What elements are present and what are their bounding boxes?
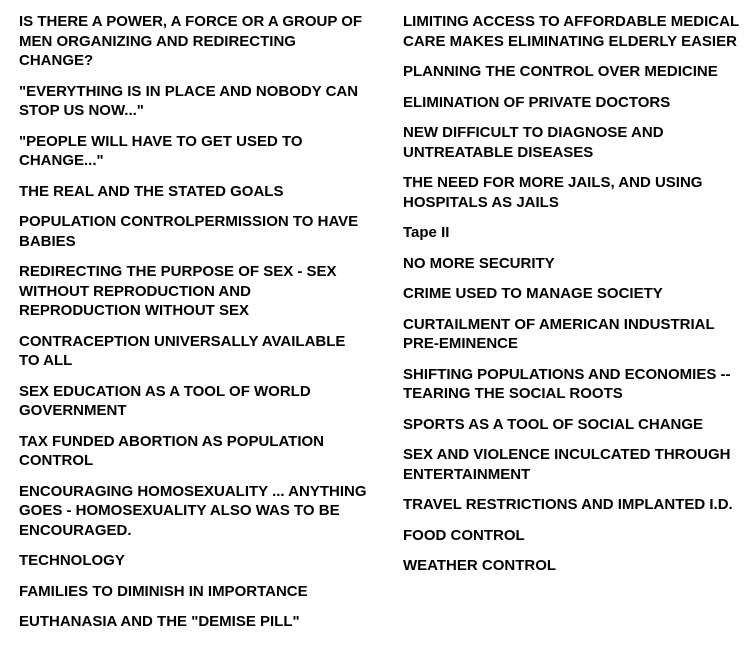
- left-item-6: REDIRECTING THE PURPOSE OF SEX - SEX WITHOUT REPRODUCTION AND REPRODUCTION WITHOUT SEX: [19, 263, 337, 319]
- left-item-3: "PEOPLE WILL HAVE TO GET USED TO CHANGE...": [19, 132, 303, 169]
- right-item-6: Tape II: [403, 224, 450, 241]
- left-item-13: EUTHANASIA AND THE "DEMISE PILL": [19, 613, 300, 630]
- right-item-3: ELIMINATION OF PRIVATE DOCTORS: [403, 93, 671, 111]
- right-item-2: PLANNING THE CONTROL OVER MEDICINE: [403, 63, 718, 80]
- right-item-15: WEATHER CONTROL: [403, 557, 557, 574]
- right-item-4: NEW DIFFICULT TO DIAGNOSE AND UNTREATABLE DISEASES: [403, 124, 664, 161]
- right-item-10: SHIFTING POPULATIONS AND ECONOMIES -- TEARING THE SOCIAL ROOTS: [403, 365, 731, 402]
- right-item-1: LIMITING ACCESS TO AFFORDABLE MEDICAL CARE MAKES ELIMINATING ELDERLY EASIER: [403, 13, 739, 50]
- left-item-11: TECHNOLOGY: [19, 552, 125, 569]
- right-column: [384, 0, 752, 662]
- right-item-8: CRIME USED TO MANAGE SOCIETY: [403, 285, 663, 302]
- left-item-8: SEX EDUCATION AS A TOOL OF WORLD GOVERNMENT: [19, 382, 311, 419]
- left-item-12: FAMILIES TO DIMINISH IN IMPORTANCE: [19, 582, 308, 600]
- right-item-14: FOOD CONTROL: [403, 526, 525, 544]
- left-item-5: POPULATION CONTROLPERMISSION TO HAVE BABIES: [19, 213, 359, 250]
- right-item-11: SPORTS AS A TOOL OF SOCIAL CHANGE: [403, 415, 704, 433]
- left-item-4: THE REAL AND THE STATED GOALS: [19, 182, 284, 200]
- left-item-9: TAX FUNDED ABORTION AS POPULATION CONTROL: [19, 432, 324, 469]
- right-item-7: NO MORE SECURITY: [403, 254, 555, 272]
- left-item-1: IS THERE A POWER, A FORCE OR A GROUP OF MEN ORGANIZING AND REDIRECTING CHANGE?: [19, 13, 363, 69]
- right-item-12: SEX AND VIOLENCE INCULCATED THROUGH ENTERTAINMENT: [403, 446, 731, 483]
- right-item-13: TRAVEL RESTRICTIONS AND IMPLANTED I.D.: [403, 496, 733, 513]
- left-item-2: "EVERYTHING IS IN PLACE AND NOBODY CAN STOP US NOW...": [19, 82, 359, 119]
- left-item-10: ENCOURAGING HOMOSEXUALITY ... ANYTHING GOES - HOMOSEXUALITY ALSO WAS TO BE ENCOURAGED.: [19, 482, 367, 539]
- right-item-9: CURTAILMENT OF AMERICAN INDUSTRIAL PRE-EMINENCE: [403, 315, 715, 352]
- left-item-7: CONTRACEPTION UNIVERSALLY AVAILABLE TO ALL: [19, 332, 346, 369]
- right-item-5: THE NEED FOR MORE JAILS, AND USING HOSPITALS AS JAILS: [403, 174, 703, 211]
